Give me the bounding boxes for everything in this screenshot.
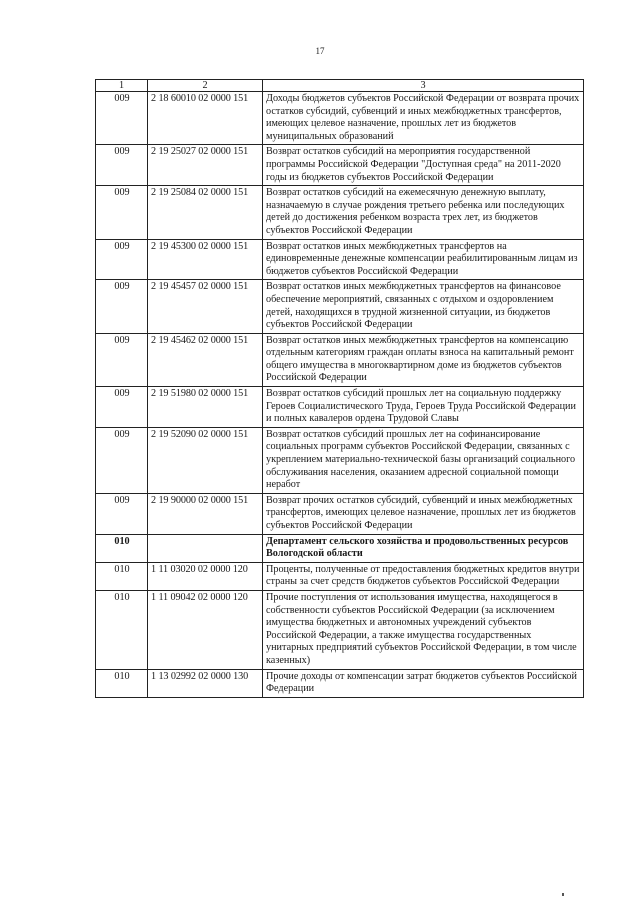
revenue-code-cell: 2 19 45457 02 0000 151 [148,280,263,333]
table-row [96,92,584,145]
revenue-name-cell: Доходы бюджетов субъектов Российской Федерации от возврата прочих остатков субсидий, субвенций и иных межбюджетных трансфертов, имеющих целевое назначение, прошлых лет из бюджетов муниципальных образований [263,92,584,145]
revenue-name-cell: Возврат прочих остатков субсидий, субвенций и иных межбюджетных трансфертов, имеющих целевое назначение, прошлых лет из бюджетов субъектов Российской Федерации [263,493,584,534]
revenue-code-cell: 2 19 25084 02 0000 151 [148,186,263,239]
scan-mark [562,893,564,896]
admin-code-cell: 009 [96,280,148,333]
table-row [96,387,584,428]
table-row [96,590,584,669]
column-header-1: 1 [96,80,148,92]
revenue-code-cell: 2 18 60010 02 0000 151 [148,92,263,145]
header-row [96,80,584,92]
table-row [96,493,584,534]
admin-code-cell: 009 [96,92,148,145]
revenue-name-cell: Департамент сельского хозяйства и продовольственных ресурсов Вологодской области [263,534,584,562]
admin-code-cell: 010 [96,669,148,697]
revenue-code-cell: 2 19 52090 02 0000 151 [148,427,263,493]
revenue-name-cell: Возврат остатков иных межбюджетных трансфертов на единовременные денежные компенсации реабилитированным лицам из бюджетов субъектов Российской Федерации [263,239,584,280]
department-row [96,534,584,562]
table-row [96,562,584,590]
table-row [96,239,584,280]
revenue-code-cell: 1 11 03020 02 0000 120 [148,562,263,590]
revenue-name-cell: Возврат остатков субсидий прошлых лет на социальную поддержку Героев Социалистического Труда, Героев Труда Российской Федерации и полных кавалеров ордена Трудовой Славы [263,387,584,428]
table-row [96,280,584,333]
table-row [96,427,584,493]
admin-code-cell: 009 [96,387,148,428]
column-header-2: 2 [148,80,263,92]
revenue-name-cell: Возврат остатков иных межбюджетных трансфертов на компенсацию отдельным категориям граждан оплаты взноса на капитальный ремонт общего имущества в многоквартирном доме из бюджетов субъектов Российской Федерации [263,333,584,386]
table-row [96,145,584,186]
column-header-3: 3 [263,80,584,92]
revenue-code-cell: 2 19 25027 02 0000 151 [148,145,263,186]
revenue-code-cell: 1 13 02992 02 0000 130 [148,669,263,697]
table-row [96,333,584,386]
page-number: 17 [315,46,325,56]
revenue-code-cell [148,534,263,562]
table-row [96,669,584,697]
admin-code-cell: 009 [96,145,148,186]
revenue-name-cell: Прочие доходы от компенсации затрат бюджетов субъектов Российской Федерации [263,669,584,697]
revenue-name-cell: Прочие поступления от использования имущества, находящегося в собственности субъектов Российской Федерации (за исключением имущества бюджетных и автономных учреждений субъектов Российской Федерации, а также имущества государственных унитарных предприятий субъектов Российской Федерации, в том числе казенных) [263,590,584,669]
admin-code-cell: 009 [96,333,148,386]
revenue-code-cell: 2 19 45300 02 0000 151 [148,239,263,280]
revenue-code-cell: 1 11 09042 02 0000 120 [148,590,263,669]
admin-code-cell: 009 [96,427,148,493]
admin-code-cell: 010 [96,534,148,562]
admin-code-cell: 010 [96,590,148,669]
table-row [96,186,584,239]
revenue-name-cell: Возврат остатков субсидий на мероприятия государственной программы Российской Федерации "Доступная среда" на 2011-2020 годы из бюджетов субъектов Российской Федерации [263,145,584,186]
admin-code-cell: 009 [96,239,148,280]
revenue-code-cell: 2 19 90000 02 0000 151 [148,493,263,534]
admin-code-cell: 009 [96,493,148,534]
admin-code-cell: 010 [96,562,148,590]
revenue-name-cell: Возврат остатков субсидий прошлых лет на софинансирование социальных программ субъектов Российской Федерации, связанных с укреплением материально-технической базы организаций социального обслуживания населения, оказанием адресной социальной помощи неработ [263,427,584,493]
revenue-code-cell: 2 19 45462 02 0000 151 [148,333,263,386]
revenue-name-cell: Возврат остатков субсидий на ежемесячную денежную выплату, назначаемую в случае рождения третьего ребенка или последующих детей до достижения ребенком возраста трех лет, из бюджетов субъектов Российской Федерации [263,186,584,239]
revenue-name-cell: Возврат остатков иных межбюджетных трансфертов на финансовое обеспечение мероприятий, связанных с отдыхом и оздоровлением детей, находящихся в трудной жизненной ситуации, из бюджетов субъектов Российской Федерации [263,280,584,333]
admin-code-cell: 009 [96,186,148,239]
budget-revenue-table [95,79,584,698]
revenue-code-cell: 2 19 51980 02 0000 151 [148,387,263,428]
revenue-name-cell: Проценты, полученные от предоставления бюджетных кредитов внутри страны за счет средств бюджетов субъектов Российской Федерации [263,562,584,590]
